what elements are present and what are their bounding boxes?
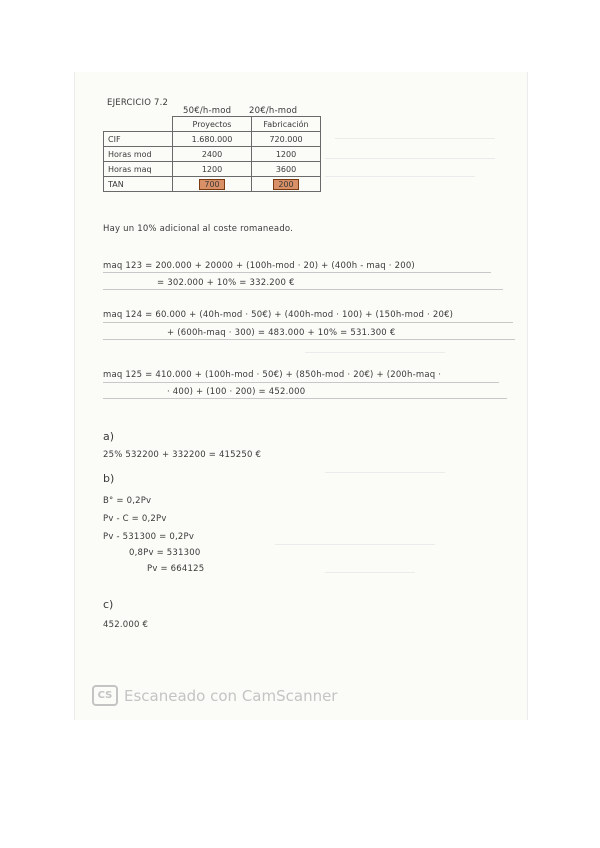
part-b-line: Pv - C = 0,2Pv [103, 514, 167, 524]
bleed-line [325, 472, 445, 473]
ruled-line [103, 339, 515, 340]
part-b-label: b) [103, 472, 115, 485]
table-row [104, 177, 321, 192]
maq124-line2: + (600h-maq · 300) = 483.000 + 10% = 531.300 € [167, 328, 396, 338]
bleed-line [305, 352, 445, 353]
part-c-line: 452.000 € [103, 620, 149, 630]
table-header-row [104, 117, 321, 132]
cell-value: 720.000 [252, 132, 321, 147]
bleed-line [325, 572, 415, 573]
bleed-line [325, 158, 495, 159]
part-a-line: 25% 532200 + 332200 = 415250 € [103, 450, 262, 460]
header-fabricacion: Fabricación [252, 117, 321, 132]
ruled-line [103, 289, 503, 290]
maq125-line1: maq 125 = 410.000 + (100h-mod · 50€) + (850h-mod · 20€) + (200h-maq · [103, 370, 442, 380]
maq125-line2: · 400) + (100 · 200) = 452.000 [167, 387, 306, 397]
row-label: Horas mod [104, 147, 173, 162]
bleed-line [325, 176, 475, 177]
ruled-line [103, 398, 507, 399]
table-row [104, 162, 321, 177]
cell-value: 2400 [173, 147, 252, 162]
part-b-line: 0,8Pv = 531300 [129, 548, 201, 558]
rate-label-fabricacion: 20€/h-mod [249, 106, 298, 116]
rate-label-proyectos: 50€/h-mod [183, 106, 232, 116]
maq123-line1: maq 123 = 200.000 + 20000 + (100h-mod · 20) + (400h - maq · 200) [103, 261, 415, 271]
part-b-line: Pv = 664125 [147, 564, 205, 574]
ruled-line [103, 382, 499, 383]
camscanner-watermark [92, 685, 337, 706]
row-label: TAN [104, 177, 173, 192]
exercise-title: EJERCICIO 7.2 [107, 98, 169, 108]
highlighted-value: 200 [273, 179, 298, 190]
maq124-line1: maq 124 = 60.000 + (40h-mod · 50€) + (400h-mod · 100) + (150h-mod · 20€) [103, 310, 454, 320]
cost-table [103, 116, 321, 192]
note-line: Hay un 10% adicional al coste romaneado. [103, 224, 294, 234]
cell-value: 1200 [252, 147, 321, 162]
ruled-line [103, 322, 513, 323]
cell-value: 3600 [252, 162, 321, 177]
bleed-line [275, 544, 435, 545]
header-proyectos: Proyectos [173, 117, 252, 132]
maq123-line2: = 302.000 + 10% = 332.200 € [157, 278, 295, 288]
cell-value: 1200 [173, 162, 252, 177]
watermark-text: Escaneado con CamScanner [124, 686, 338, 705]
row-label: CIF [104, 132, 173, 147]
ruled-line [103, 272, 491, 273]
part-c-label: c) [103, 598, 114, 611]
part-b-line: B° = 0,2Pv [103, 496, 152, 506]
row-label: Horas maq [104, 162, 173, 177]
camscanner-logo-icon: CS [92, 685, 118, 706]
highlighted-value: 700 [199, 179, 224, 190]
part-a-label: a) [103, 430, 115, 443]
table-row [104, 147, 321, 162]
cell-value: 1.680.000 [173, 132, 252, 147]
part-b-line: Pv - 531300 = 0,2Pv [103, 532, 195, 542]
scanned-page [74, 72, 528, 720]
bleed-line [335, 138, 495, 139]
table-row [104, 132, 321, 147]
